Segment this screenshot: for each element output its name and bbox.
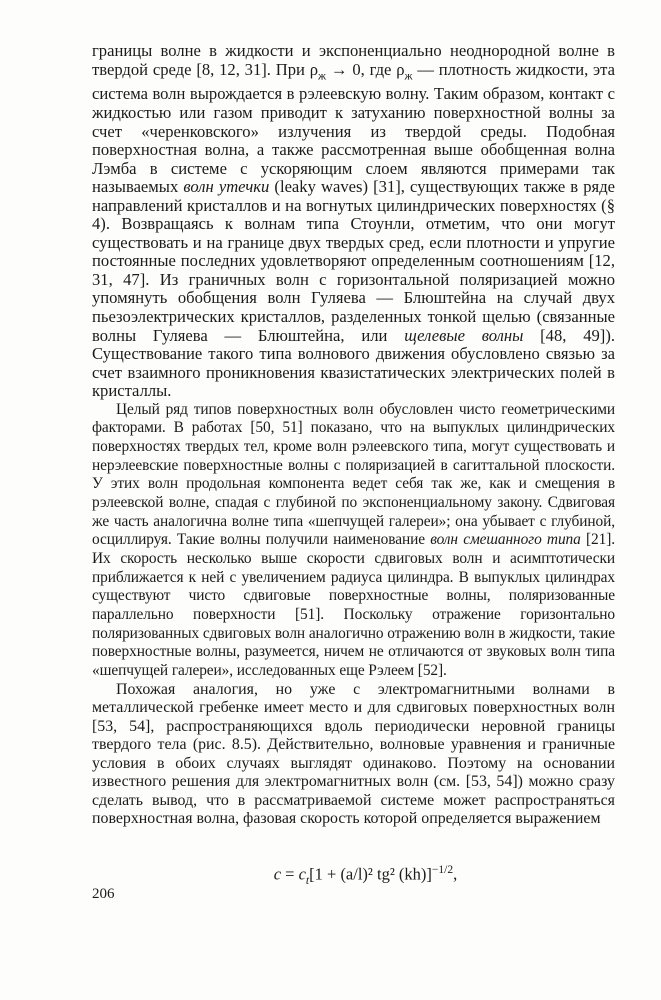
equation-equals: = xyxy=(281,864,299,884)
italic-term: волн смешанного типа xyxy=(430,531,581,549)
text-run: [21]. Их скорость несколько выше скорости сдвиговых волн и асимптотически приближается к ней с увеличением радиуса цилиндра. В выпуклых цилиндрах существуют чисто сдвиговые поверхностные волны, поляризованные параллельно поверхности [51]. Поскольку отражение горизонтально поляризованных сдвиговых волн аналогично отражению волн в жидкости, такие поверхностные волны, разумеется, ничем не отличаются от звуковых волн типа «шепчущей галереи», исследованных еще Рэлеем [52]. xyxy=(92,531,615,679)
text-run: (leaky waves) [31], существующих также в ряде направлений кристаллов и на вогнутых цилиндрических поверхностях (§ 4). Возвращаясь к волнам типа Стоунли, отметим, что они могут существовать и на границе двух твердых сред, если плотности и упругие постоянные последних удовлетворяют определенным соотношениям [12, 31, 47]. Из граничных волн с горизонтальной поляризацией можно упомянуть обобщения волн Гуляева — Блюштейна на случай двух пьезоэлектрических кристаллов, разделенных тонкой щелью (связанные волны Гуляева — Блюштейна, или xyxy=(92,177,616,345)
paragraph-3 xyxy=(92,681,615,829)
equation-coef-sub: t xyxy=(305,874,310,887)
italic-term: волн утечки xyxy=(183,177,270,197)
equation xyxy=(0,864,661,887)
italic-term: щелевые волны xyxy=(404,325,524,345)
equation-tail: , xyxy=(453,864,458,884)
text-run: [48, 49]). Существование такого типа волнового движения обусловлено связью за счет взаимного проникновения квазистатических электрических полей в кристаллы. xyxy=(92,325,616,401)
subscript: ж xyxy=(404,68,413,82)
equation-exponent: −1/2 xyxy=(431,864,454,876)
text-run: → 0, где ρ xyxy=(326,59,405,79)
text-run: Похожая аналогия, но уже с электромагнитными волнами в металлической гребенке имеет место и для сдвиговых поверхностных волн [53, 54], распространяющихся вдоль периодически неровной границы твердого тела (рис. 8.5). Действительно, волновые уравнения и граничные условия в обоих случаях выглядят одинаково. Поэтому на основании известного решения для электромагнитных волн (см. [53, 54]) можно сразу сделать вывод, что в рассматриваемой системе может распространяться поверхностная волна, фазовая скорость которой определяется выражением xyxy=(92,680,615,828)
paragraph-2 xyxy=(92,401,615,681)
equation-lhs: c xyxy=(273,864,282,884)
paragraph-1 xyxy=(92,42,615,401)
equation-coef: c xyxy=(298,864,306,884)
body-text xyxy=(92,42,615,829)
page-number: 206 xyxy=(92,886,115,902)
text-run: Целый ряд типов поверхностных волн обусловлен чисто геометрическими факторами. В работах [50, 51] показано, что на выпуклых цилиндрических поверхностях твердых тел, кроме волн рэлеевского типа, могут существовать и нерэлеевские поверхностные волны с поляризацией в сагиттальной плоскости. У этих волн продольная компонента ведет себя так же, как и смещения в рэлеевской волне, спадая с глубиной по экспоненциальному закону. Сдвиговая же часть аналогична волне типа «шепчущей галереи»; она убывает с глубиной, осциллируя. Такие волны получили наименование xyxy=(92,400,615,549)
text-run: — плотность жидкости, эта система волн вырождается в рэлеевскую волну. Таким образом, контакт с жидкостью или газом приводит к затуханию поверхностной волны за счет «черенковского» излучения из твердой среды. Подобная поверхностная волна, а также рассмотренная выше обобщенная волна Лэмба в системе с ускоряющим слоем являются примерами так называемых xyxy=(92,59,615,197)
text-run: границы волне в жидкости и экспоненциально неоднородной волне в твердой среде [8, 12, 31]. При ρ xyxy=(92,41,615,79)
equation-body xyxy=(274,864,458,887)
equation-bracket: [1 + (a/l)² tg² (kh)] xyxy=(309,864,432,884)
subscript: ж xyxy=(318,68,327,82)
